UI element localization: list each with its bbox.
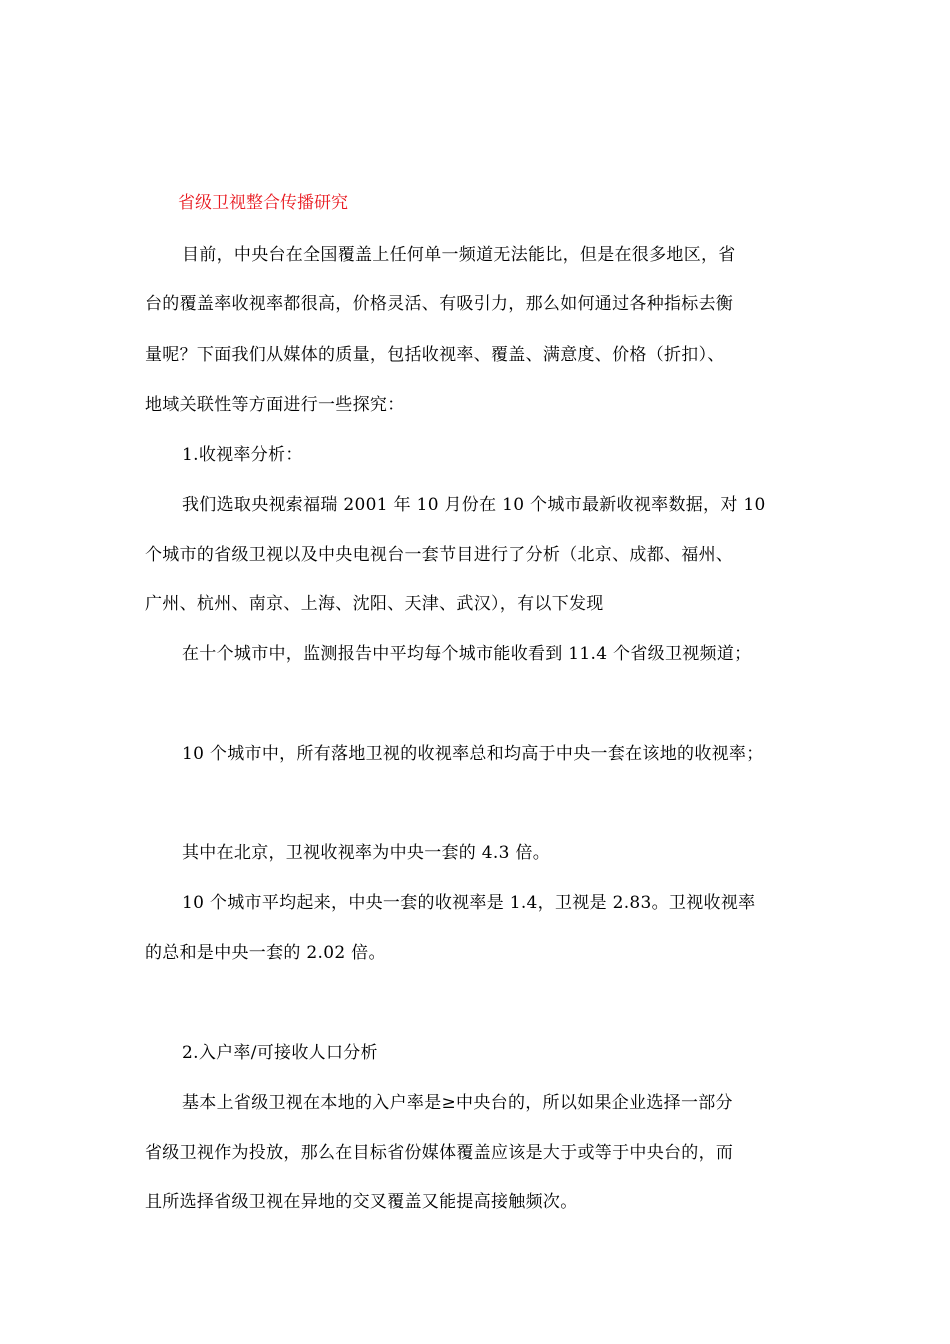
section-heading: 1.收视率分析： [182, 445, 303, 465]
section-heading: 2.入户率/可接收人口分析 [182, 1043, 378, 1063]
paragraph-line: 的总和是中央一套的 2.02 倍。 [145, 943, 386, 963]
paragraph-line: 在十个城市中，监测报告中平均每个城市能收看到 11.4 个省级卫视频道； [182, 644, 752, 664]
paragraph-line: 个城市的省级卫视以及中央电视台一套节目进行了分析（北京、成都、福州、 [145, 545, 734, 565]
paragraph-line: 地域关联性等方面进行一些探究： [145, 395, 405, 415]
paragraph-line: 量呢？下面我们从媒体的质量，包括收视率、覆盖、满意度、价格（折扣）、 [145, 345, 725, 365]
paragraph-line: 10 个城市平均起来，中央一套的收视率是 1.4，卫视是 2.83。卫视收视率 [182, 893, 756, 913]
paragraph-line: 目前，中央台在全国覆盖上任何单一频道无法能比，但是在很多地区，省 [182, 245, 736, 265]
paragraph-line: 我们选取央视索福瑞 2001 年 10 月份在 10 个城市最新收视率数据，对 10 [182, 495, 766, 515]
document-title: 省级卫视整合传播研究 [178, 193, 348, 213]
paragraph-line: 且所选择省级卫视在异地的交叉覆盖又能提高接触频次。 [145, 1192, 578, 1212]
paragraph-line: 10 个城市中，所有落地卫视的收视率总和均高于中央一套在该地的收视率； [182, 744, 764, 764]
paragraph-line: 台的覆盖率收视率都很高，价格灵活、有吸引力，那么如何通过各种指标去衡 [145, 294, 734, 314]
paragraph-line: 基本上省级卫视在本地的入户率是≥中央台的，所以如果企业选择一部分 [182, 1093, 733, 1113]
paragraph-line: 省级卫视作为投放，那么在目标省份媒体覆盖应该是大于或等于中央台的，而 [145, 1143, 734, 1163]
paragraph-line: 广州、杭州、南京、上海、沈阳、天津、武汉），有以下发现 [145, 594, 604, 614]
paragraph-line: 其中在北京，卫视收视率为中央一套的 4.3 倍。 [182, 843, 551, 863]
